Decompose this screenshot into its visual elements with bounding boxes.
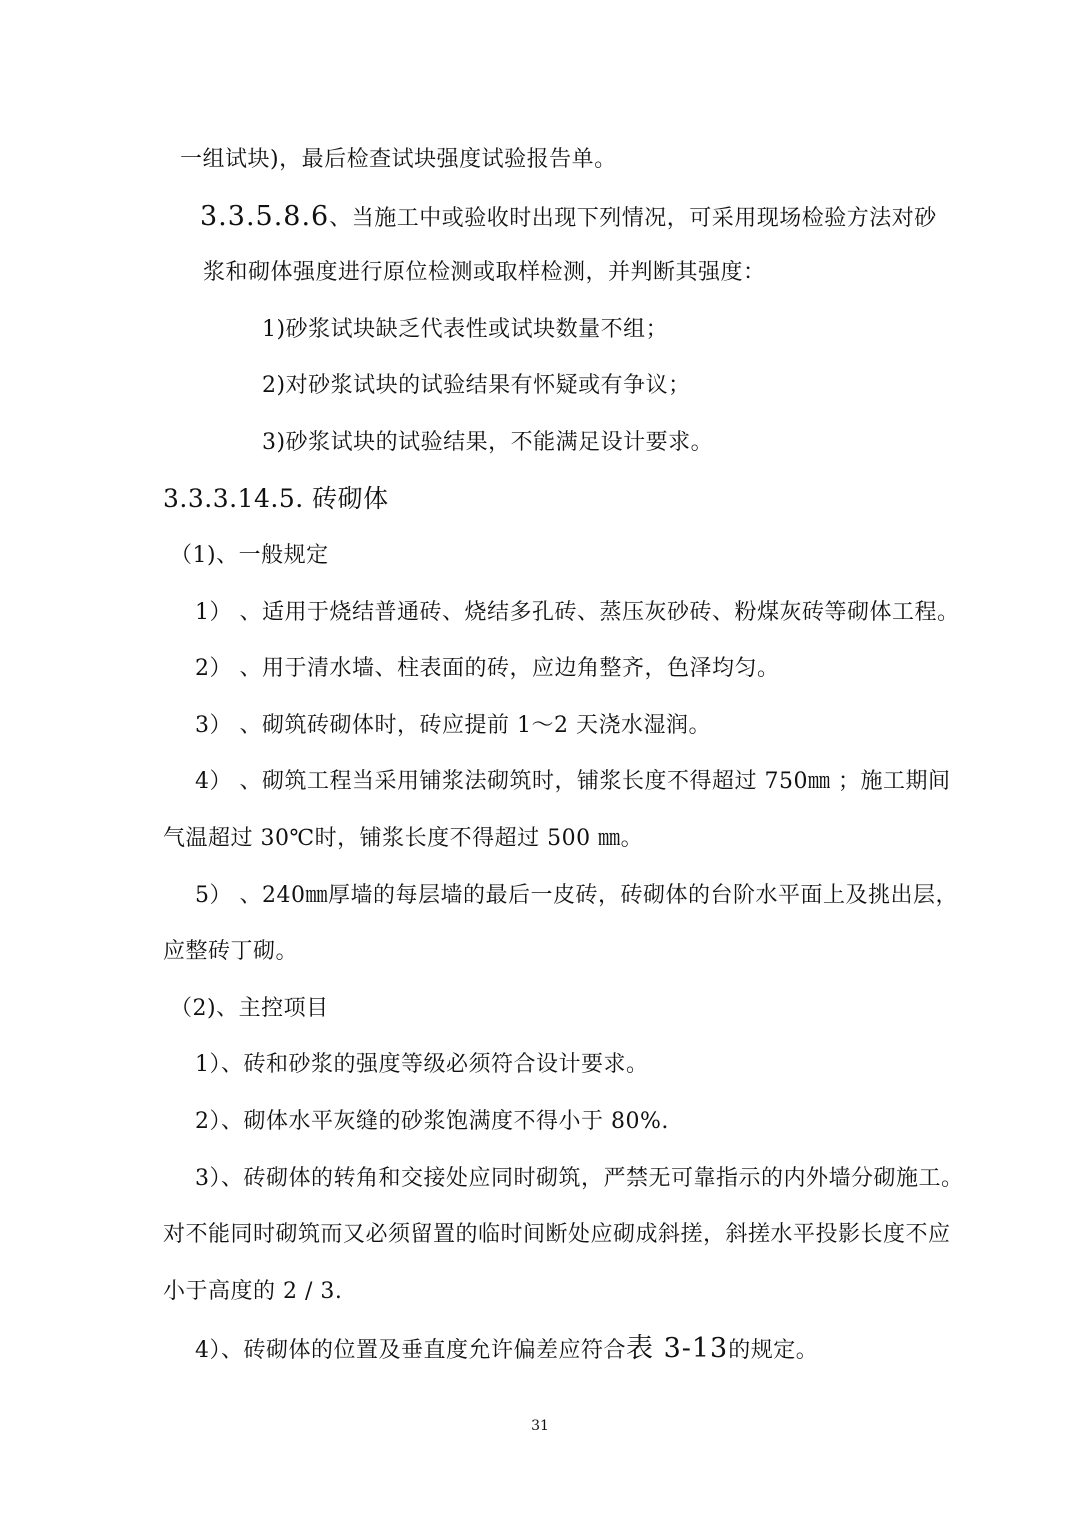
list-item: 2)对砂浆试块的试验结果有怀疑或有争议； — [262, 373, 691, 398]
list-item: 2） 、用于清水墙、柱表面的砖，应边角整齐，色泽均匀。 — [195, 656, 780, 681]
text-line: 小于高度的 2 / 3. — [163, 1279, 343, 1304]
clause-text: 、当施工中或验收时出现下列情况，可采用现场检验方法对砂 — [329, 206, 937, 231]
list-item: 3） 、砌筑砖砌体时，砖应提前 1～2 天浇水湿润。 — [195, 713, 711, 738]
list-item: 1） 、适用于烧结普通砖、烧结多孔砖、蒸压灰砂砖、粉煤灰砖等砌体工程。 — [195, 600, 960, 625]
text-line: 一组试块)，最后检查试块强度试验报告单。 — [180, 147, 617, 172]
subsection-heading: （1)、一般规定 — [170, 543, 329, 568]
text-line: 气温超过 30℃时，铺浆长度不得超过 500 ㎜。 — [163, 826, 644, 851]
text-line: 对不能同时砌筑而又必须留置的临时间断处应砌成斜搓，斜搓水平投影长度不应 — [163, 1222, 951, 1247]
page-number: 31 — [531, 1418, 549, 1434]
text-line: 应整砖丁砌。 — [163, 939, 299, 964]
subsection-heading: （2)、主控项目 — [170, 996, 329, 1021]
list-item — [195, 1334, 818, 1366]
list-item: 3)砂浆试块的试验结果，不能满足设计要求。 — [262, 430, 714, 455]
list-item: 1）、砖和砂浆的强度等级必须符合设计要求。 — [195, 1052, 649, 1077]
list-item: 5） 、240㎜厚墙的每层墙的最后一皮砖，砖砌体的台阶水平面上及挑出层， — [195, 883, 958, 908]
list-item-text: 4）、砖砌体的位置及垂直度允许偏差应符合 — [195, 1338, 626, 1363]
list-item: 4） 、砌筑工程当采用铺浆法砌筑时，铺浆长度不得超过 750㎜ ；施工期间 — [195, 769, 951, 794]
list-item: 1)砂浆试块缺乏代表性或试块数量不组； — [262, 317, 669, 342]
clause-paragraph-line — [200, 202, 937, 234]
clause-number: 3.3.5.8.6 — [200, 201, 330, 232]
list-item-text-end: 的规定。 — [728, 1338, 819, 1363]
list-item: 2）、砌体水平灰缝的砂浆饱满度不得小于 80%. — [195, 1109, 669, 1134]
text-line: 浆和砌体强度进行原位检测或取样检测，并判断其强度： — [203, 260, 766, 285]
list-item: 3）、砖砌体的转角和交接处应同时砌筑，严禁无可靠指示的内外墙分砌施工。 — [195, 1166, 964, 1191]
table-reference: 表 3-13 — [626, 1333, 729, 1364]
section-heading: 3.3.3.14.5. 砖砌体 — [163, 484, 389, 513]
